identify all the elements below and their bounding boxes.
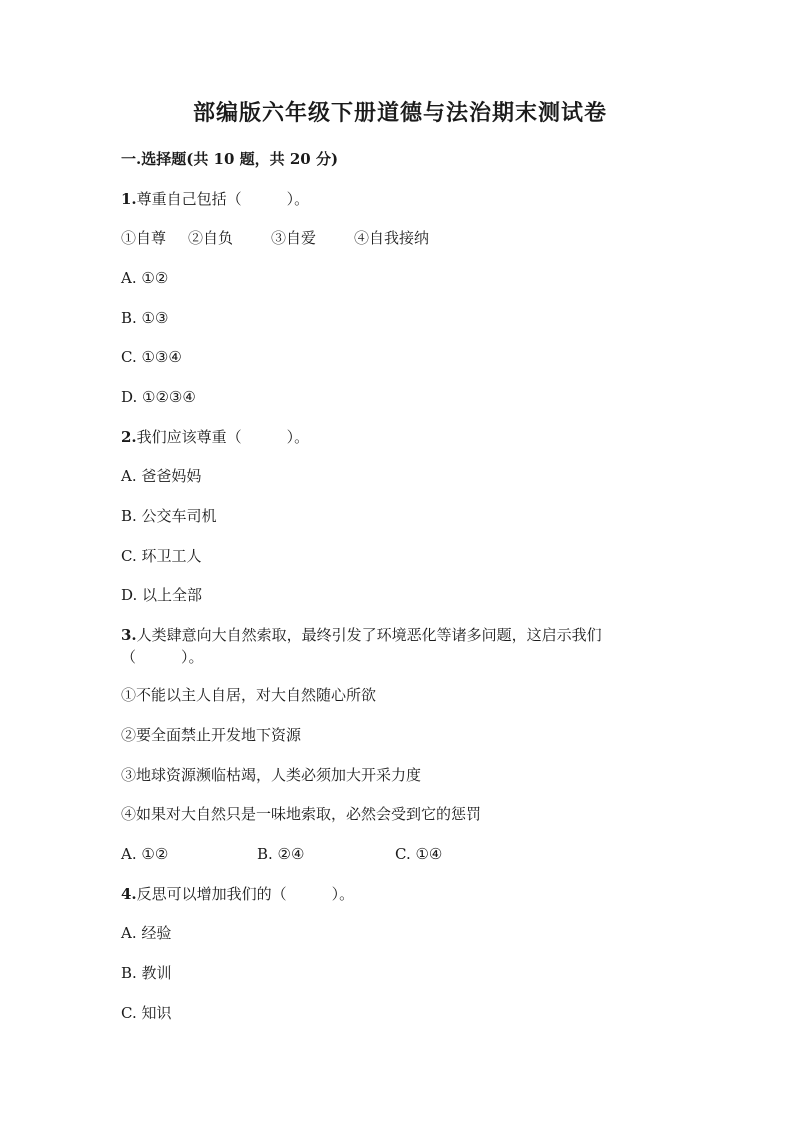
statement-1: ①不能以主人自居，对大自然随心所欲 xyxy=(121,686,377,704)
question-text: 人类肆意向大自然索取，最终引发了环境恶化等诸多问题，这启示我们 xyxy=(136,626,602,644)
option-d: D. 以上全部 xyxy=(121,586,203,604)
question-text: 反思可以增加我们的（ ）。 xyxy=(136,885,355,903)
question-2 xyxy=(121,426,309,448)
statement-3: ③地球资源濒临枯竭，人类必须加大开采力度 xyxy=(121,766,422,784)
option-d: D. ①②③④ xyxy=(121,388,196,406)
question-number: 2. xyxy=(121,428,137,446)
question-4 xyxy=(121,883,354,905)
question-3-continued: （ ）。 xyxy=(121,648,204,666)
option-a: A. 经验 xyxy=(121,924,172,942)
option-c: C. ①④ xyxy=(395,845,443,863)
option-a: A. ①② xyxy=(121,845,169,863)
question-number: 3. xyxy=(121,626,137,644)
question-number: 1. xyxy=(121,190,137,208)
option-b: B. 公交车司机 xyxy=(121,507,217,525)
option-a: A. ①② xyxy=(121,269,169,287)
item-1: ①自尊 xyxy=(121,229,167,247)
item-4: ④自我接纳 xyxy=(354,229,430,247)
question-1-items xyxy=(121,227,429,249)
statement-4: ④如果对大自然只是一味地索取，必然会受到它的惩罚 xyxy=(121,805,482,823)
item-2: ②自负 xyxy=(188,229,234,247)
section-heading: 一.选择题(共 10 题，共 20 分) xyxy=(121,150,339,168)
option-c: C. ①③④ xyxy=(121,348,182,366)
question-number: 4. xyxy=(121,885,137,903)
option-c: C. 环卫工人 xyxy=(121,547,202,565)
option-b: B. ②④ xyxy=(257,845,305,863)
question-text: 我们应该尊重（ ）。 xyxy=(136,428,310,446)
option-b: B. 教训 xyxy=(121,964,172,982)
page-title: 部编版六年级下册道德与法治期末测试卷 xyxy=(192,100,607,126)
question-1 xyxy=(121,188,309,210)
question-text: 尊重自己包括（ ）。 xyxy=(136,190,310,208)
question-3 xyxy=(121,624,602,646)
option-b: B. ①③ xyxy=(121,309,169,327)
option-c: C. 知识 xyxy=(121,1004,172,1022)
option-a: A. 爸爸妈妈 xyxy=(121,467,202,485)
statement-2: ②要全面禁止开发地下资源 xyxy=(121,726,302,744)
item-3: ③自爱 xyxy=(271,229,317,247)
